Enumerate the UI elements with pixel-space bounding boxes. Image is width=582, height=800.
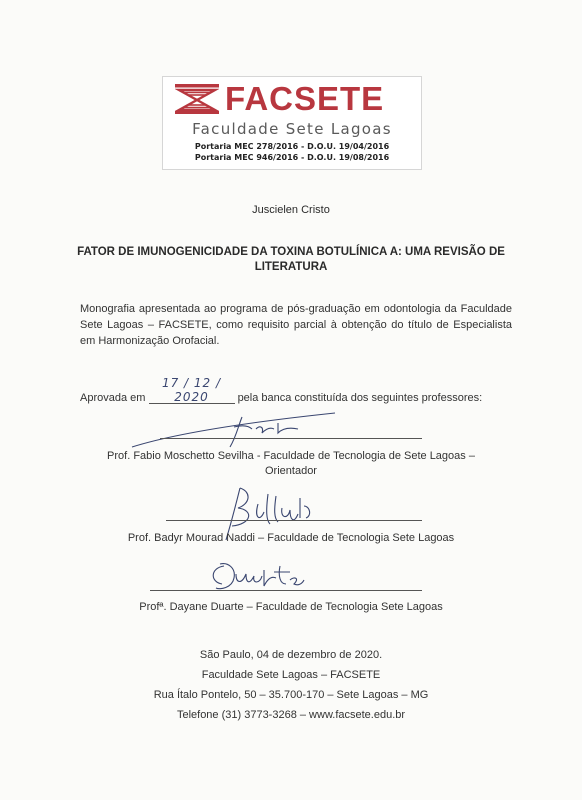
signature-fabio-icon [130, 405, 340, 453]
logo-wordmark: FACSETE [225, 80, 385, 117]
signer-1-role: Orientador [265, 465, 317, 477]
signature-line-1 [160, 438, 422, 439]
approval-prefix: Aprovada em [80, 392, 146, 404]
abstract-paragraph: Monografia apresentada ao programa de pós-graduação em odontologia da Faculdade Sete Lagoas – FACSETE, como requisito parcial à obtenção do título de Especialista em Harmonização Orofacial. [80, 303, 512, 347]
approval-suffix: pela banca constituída dos seguintes professores: [237, 392, 483, 404]
facsete-logo [162, 76, 422, 170]
approval-date-handwritten: 17 / 12 / 2020 [161, 376, 222, 404]
signature-line-2 [166, 520, 422, 521]
document-title: FATOR DE IMUNOGENICIDADE DA TOXINA BOTULÍNICA A: UMA REVISÃO DE LITERATURA [77, 246, 505, 273]
signer-3-name: Profª. Dayane Duarte – Faculdade de Tecnologia Sete Lagoas [139, 601, 443, 613]
footer-place-date: São Paulo, 04 de dezembro de 2020. [199, 649, 383, 661]
footer-address: Rua Ítalo Pontelo, 50 – 35.700-170 – Sete Lagoas – MG [153, 689, 429, 701]
signature-line-3 [150, 590, 422, 591]
approval-date [149, 376, 235, 404]
footer-institution: Faculdade Sete Lagoas – FACSETE [201, 669, 381, 681]
logo-portaria-2: Portaria MEC 946/2016 - D.O.U. 19/08/2016 [194, 153, 390, 162]
logo-portaria-1: Portaria MEC 278/2016 - D.O.U. 19/04/2016 [194, 142, 390, 151]
signature-dayane-icon [206, 558, 306, 598]
footer-contact: Telefone (31) 3773-3268 – www.facsete.edu.br [176, 709, 406, 721]
logo-subtitle: Faculdade Sete Lagoas [192, 120, 392, 138]
signer-1-name: Prof. Fabio Moschetto Sevilha - Faculdade de Tecnologia de Sete Lagoas – [107, 450, 475, 462]
facsete-emblem-icon [175, 84, 219, 114]
signer-2-name: Prof. Badyr Mourad Naddi – Faculdade de Tecnologia Sete Lagoas [127, 532, 455, 544]
author-name: Juscielen Cristo [252, 204, 330, 216]
approval-line [80, 376, 482, 404]
